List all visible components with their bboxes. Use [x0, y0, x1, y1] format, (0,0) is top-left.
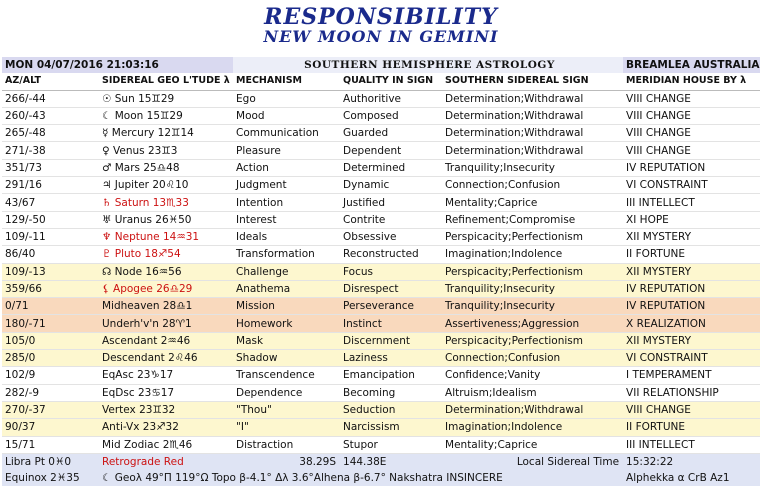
house-cell: II FORTUNE — [623, 246, 760, 263]
mechanism-cell: Homework — [233, 315, 340, 332]
table-row — [2, 228, 760, 245]
sign-cell: Imagination;Indolence — [442, 246, 623, 263]
col-quality: QUALITY IN SIGN — [340, 73, 442, 90]
mechanism-cell: Transcendence — [233, 367, 340, 384]
longitude-value: 144.38E — [340, 453, 442, 470]
lst-value: 15:32:22 — [623, 453, 760, 470]
table-row — [2, 211, 760, 228]
house-cell: IV REPUTATION — [623, 159, 760, 176]
quality-cell: Guarded — [340, 125, 442, 142]
az-cell: 291/16 — [2, 177, 99, 194]
body-cell: EqAsc 23♑17 — [99, 367, 233, 384]
sign-cell: Connection;Confusion — [442, 350, 623, 367]
quality-cell: Seduction — [340, 401, 442, 418]
location-label: BREAMLEA AUSTRALIA — [623, 57, 760, 73]
house-cell: VIII CHANGE — [623, 142, 760, 159]
table-row — [2, 142, 760, 159]
mechanism-cell: Dependence — [233, 384, 340, 401]
quality-cell: Narcissism — [340, 419, 442, 436]
sign-cell: Perspicacity;Perfectionism — [442, 263, 623, 280]
house-cell: VI CONSTRAINT — [623, 350, 760, 367]
body-cell: Ascendant 2♒46 — [99, 332, 233, 349]
table-row — [2, 125, 760, 142]
house-cell: II FORTUNE — [623, 419, 760, 436]
house-cell: XI HOPE — [623, 211, 760, 228]
mechanism-cell: Challenge — [233, 263, 340, 280]
az-cell: 282/-9 — [2, 384, 99, 401]
quality-cell: Determined — [340, 159, 442, 176]
mechanism-cell: Transformation — [233, 246, 340, 263]
sign-cell: Perspicacity;Perfectionism — [442, 228, 623, 245]
mechanism-cell: Distraction — [233, 436, 340, 453]
astrology-table — [2, 57, 760, 486]
az-cell: 105/0 — [2, 332, 99, 349]
az-cell: 129/-50 — [2, 211, 99, 228]
header-row — [2, 57, 760, 73]
footer-row-2 — [2, 470, 760, 486]
body-cell: Descendant 2♌46 — [99, 350, 233, 367]
quality-cell: Justified — [340, 194, 442, 211]
body-cell: ♄ Saturn 13♏33 — [99, 194, 233, 211]
table-row — [2, 315, 760, 332]
quality-cell: Discernment — [340, 332, 442, 349]
sign-cell: Mentality;Caprice — [442, 194, 623, 211]
mechanism-cell: Interest — [233, 211, 340, 228]
body-cell: ♆ Neptune 14♒31 — [99, 228, 233, 245]
mechanism-cell: Pleasure — [233, 142, 340, 159]
body-cell: ♃ Jupiter 20♌10 — [99, 177, 233, 194]
col-mechanism: MECHANISM — [233, 73, 340, 90]
body-cell: ♅ Uranus 26♓50 — [99, 211, 233, 228]
body-cell: ♀ Venus 23♊3 — [99, 142, 233, 159]
body-cell: Anti-Vx 23♐32 — [99, 419, 233, 436]
az-cell: 266/-44 — [2, 90, 99, 107]
quality-cell: Contrite — [340, 211, 442, 228]
quality-cell: Dependent — [340, 142, 442, 159]
latitude-value: 38.29S — [233, 453, 340, 470]
table-row — [2, 90, 760, 107]
mechanism-cell: Mask — [233, 332, 340, 349]
az-cell: 271/-38 — [2, 142, 99, 159]
table-row — [2, 159, 760, 176]
mechanism-cell: Ideals — [233, 228, 340, 245]
quality-cell: Instinct — [340, 315, 442, 332]
house-cell: VII RELATIONSHIP — [623, 384, 760, 401]
house-cell: XII MYSTERY — [623, 332, 760, 349]
house-cell: X REALIZATION — [623, 315, 760, 332]
lst-label: Local Sidereal Time — [442, 453, 623, 470]
house-cell: XII MYSTERY — [623, 228, 760, 245]
sign-cell: Determination;Withdrawal — [442, 107, 623, 124]
az-cell: 109/-13 — [2, 263, 99, 280]
quality-cell: Reconstructed — [340, 246, 442, 263]
footer-row-1 — [2, 453, 760, 470]
mechanism-cell: Action — [233, 159, 340, 176]
house-cell: VIII CHANGE — [623, 90, 760, 107]
geo-line: ☾ Geoλ 49°Π 119°Ω Topo β-4.1° Δλ 3.6°Alhena β-6.7° Nakshatra INSINCERE — [99, 470, 623, 486]
table-row — [2, 298, 760, 315]
az-cell: 15/71 — [2, 436, 99, 453]
az-cell: 180/-71 — [2, 315, 99, 332]
house-cell: III INTELLECT — [623, 436, 760, 453]
chart-title — [0, 6, 762, 45]
sign-cell: Perspicacity;Perfectionism — [442, 332, 623, 349]
house-cell: III INTELLECT — [623, 194, 760, 211]
az-cell: 109/-11 — [2, 228, 99, 245]
house-cell: XII MYSTERY — [623, 263, 760, 280]
az-cell: 270/-37 — [2, 401, 99, 418]
column-header-row — [2, 73, 760, 90]
retrograde-legend: Retrograde Red — [99, 453, 233, 470]
body-cell: ☿ Mercury 12♊14 — [99, 125, 233, 142]
az-cell: 0/71 — [2, 298, 99, 315]
page — [0, 4, 762, 485]
table-row — [2, 419, 760, 436]
quality-cell: Stupor — [340, 436, 442, 453]
body-cell: ☾ Moon 15♊29 — [99, 107, 233, 124]
az-cell: 265/-48 — [2, 125, 99, 142]
house-cell: VIII CHANGE — [623, 107, 760, 124]
mechanism-cell: Intention — [233, 194, 340, 211]
mechanism-cell: Ego — [233, 90, 340, 107]
az-cell: 351/73 — [2, 159, 99, 176]
col-longitude: SIDEREAL GEO L'TUDE λ — [99, 73, 233, 90]
libra-point: Libra Pt 0♓0 — [2, 453, 99, 470]
quality-cell: Authoritive — [340, 90, 442, 107]
mechanism-cell: Communication — [233, 125, 340, 142]
sign-cell: Determination;Withdrawal — [442, 142, 623, 159]
quality-cell: Focus — [340, 263, 442, 280]
body-cell: Underh'v'n 28♈1 — [99, 315, 233, 332]
quality-cell: Disrespect — [340, 280, 442, 297]
house-cell: VIII CHANGE — [623, 125, 760, 142]
table-row — [2, 107, 760, 124]
mechanism-cell: "I" — [233, 419, 340, 436]
mechanism-cell: Anathema — [233, 280, 340, 297]
sign-cell: Determination;Withdrawal — [442, 125, 623, 142]
table-row — [2, 246, 760, 263]
body-cell: Vertex 23♊32 — [99, 401, 233, 418]
sign-cell: Determination;Withdrawal — [442, 90, 623, 107]
table-row — [2, 194, 760, 211]
table-row — [2, 332, 760, 349]
body-cell: ☊ Node 16♒56 — [99, 263, 233, 280]
sign-cell: Mentality;Caprice — [442, 436, 623, 453]
center-label: SOUTHERN HEMISPHERE ASTROLOGY — [233, 57, 623, 73]
sign-cell: Determination;Withdrawal — [442, 401, 623, 418]
title-line1: RESPONSIBILITY — [264, 4, 498, 30]
date-label: MON 04/07/2016 21:03:16 — [2, 57, 233, 73]
mechanism-cell: Shadow — [233, 350, 340, 367]
title-line2: NEW MOON IN GEMINI — [263, 27, 499, 46]
quality-cell: Composed — [340, 107, 442, 124]
house-cell: VIII CHANGE — [623, 401, 760, 418]
az-cell: 90/37 — [2, 419, 99, 436]
quality-cell: Dynamic — [340, 177, 442, 194]
body-cell: EqDsc 23♋17 — [99, 384, 233, 401]
table-row — [2, 384, 760, 401]
col-az: AZ/ALT — [2, 73, 99, 90]
house-cell: IV REPUTATION — [623, 298, 760, 315]
az-cell: 102/9 — [2, 367, 99, 384]
alphekka: Alphekka α CrB Az1 — [623, 470, 760, 486]
sign-cell: Connection;Confusion — [442, 177, 623, 194]
body-cell: Mid Zodiac 2♏46 — [99, 436, 233, 453]
body-cell: ⚸ Apogee 26♎29 — [99, 280, 233, 297]
body-cell: ♇ Pluto 18♐54 — [99, 246, 233, 263]
house-cell: IV REPUTATION — [623, 280, 760, 297]
sign-cell: Refinement;Compromise — [442, 211, 623, 228]
table-row — [2, 436, 760, 453]
sign-cell: Tranquility;Insecurity — [442, 298, 623, 315]
table-row — [2, 280, 760, 297]
az-cell: 86/40 — [2, 246, 99, 263]
equinox: Equinox 2♓35 — [2, 470, 99, 486]
table-row — [2, 367, 760, 384]
mechanism-cell: Judgment — [233, 177, 340, 194]
house-cell: VI CONSTRAINT — [623, 177, 760, 194]
mechanism-cell: "Thou" — [233, 401, 340, 418]
sign-cell: Altruism;Idealism — [442, 384, 623, 401]
quality-cell: Perseverance — [340, 298, 442, 315]
sign-cell: Confidence;Vanity — [442, 367, 623, 384]
az-cell: 260/-43 — [2, 107, 99, 124]
house-cell: I TEMPERAMENT — [623, 367, 760, 384]
quality-cell: Emancipation — [340, 367, 442, 384]
az-cell: 359/66 — [2, 280, 99, 297]
body-cell: ☉ Sun 15♊29 — [99, 90, 233, 107]
sign-cell: Tranquility;Insecurity — [442, 159, 623, 176]
az-cell: 285/0 — [2, 350, 99, 367]
sign-cell: Imagination;Indolence — [442, 419, 623, 436]
table-row — [2, 177, 760, 194]
mechanism-cell: Mission — [233, 298, 340, 315]
az-cell: 43/67 — [2, 194, 99, 211]
table-row — [2, 350, 760, 367]
quality-cell: Laziness — [340, 350, 442, 367]
sign-cell: Assertiveness;Aggression — [442, 315, 623, 332]
col-sign: SOUTHERN SIDEREAL SIGN — [442, 73, 623, 90]
table-row — [2, 263, 760, 280]
body-cell: Midheaven 28♎1 — [99, 298, 233, 315]
sign-cell: Tranquility;Insecurity — [442, 280, 623, 297]
body-cell: ♂ Mars 25♎48 — [99, 159, 233, 176]
table-row — [2, 401, 760, 418]
col-house: MERIDIAN HOUSE BY λ — [623, 73, 760, 90]
quality-cell: Obsessive — [340, 228, 442, 245]
mechanism-cell: Mood — [233, 107, 340, 124]
quality-cell: Becoming — [340, 384, 442, 401]
